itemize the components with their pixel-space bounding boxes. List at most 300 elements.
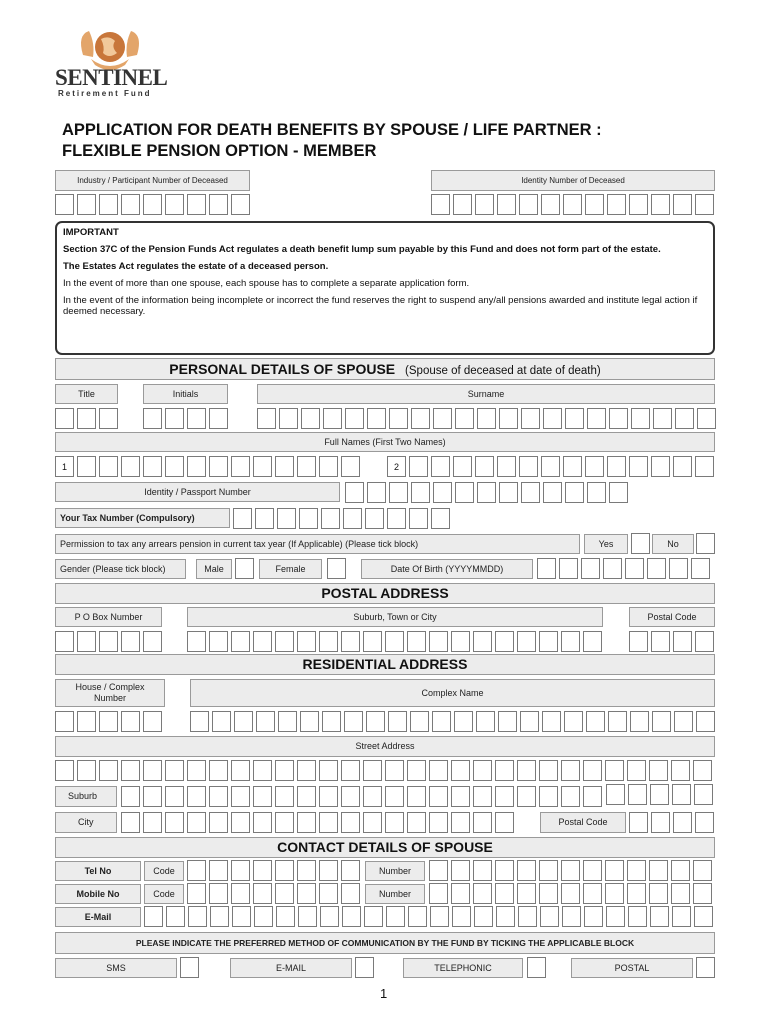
char-box[interactable] — [209, 456, 228, 477]
mobile-number-boxes[interactable] — [429, 883, 712, 904]
char-box[interactable] — [429, 631, 448, 652]
char-box[interactable] — [671, 760, 690, 781]
char-box[interactable] — [255, 508, 274, 529]
char-box[interactable] — [583, 760, 602, 781]
char-box[interactable] — [429, 812, 448, 833]
street-address-boxes[interactable] — [55, 760, 712, 781]
tel-code-boxes[interactable] — [187, 860, 360, 881]
char-box[interactable] — [559, 558, 578, 579]
char-box[interactable] — [275, 760, 294, 781]
char-box[interactable] — [543, 408, 562, 429]
char-box[interactable] — [143, 631, 162, 652]
char-box[interactable] — [473, 631, 492, 652]
suburb-boxes-extra[interactable] — [606, 784, 713, 805]
char-box[interactable] — [99, 631, 118, 652]
char-box[interactable] — [209, 812, 228, 833]
char-box[interactable] — [99, 456, 118, 477]
char-box[interactable] — [541, 194, 560, 215]
char-box[interactable] — [343, 508, 362, 529]
char-box[interactable] — [473, 786, 492, 807]
char-box[interactable] — [539, 631, 558, 652]
female-checkbox[interactable] — [327, 558, 346, 579]
char-box[interactable] — [299, 508, 318, 529]
char-box[interactable] — [651, 631, 670, 652]
char-box[interactable] — [517, 860, 536, 881]
char-box[interactable] — [693, 860, 712, 881]
char-box[interactable] — [672, 906, 691, 927]
char-box[interactable] — [276, 906, 295, 927]
char-box[interactable] — [495, 860, 514, 881]
char-box[interactable] — [209, 860, 228, 881]
char-box[interactable] — [275, 786, 294, 807]
char-box[interactable] — [521, 408, 540, 429]
char-box[interactable] — [587, 408, 606, 429]
char-box[interactable] — [431, 456, 450, 477]
email-checkbox[interactable] — [355, 957, 374, 978]
char-box[interactable] — [517, 883, 536, 904]
char-box[interactable] — [629, 631, 648, 652]
char-box[interactable] — [363, 812, 382, 833]
char-box[interactable] — [695, 631, 714, 652]
char-box[interactable] — [297, 786, 316, 807]
char-box[interactable] — [473, 883, 492, 904]
char-box[interactable] — [209, 760, 228, 781]
char-box[interactable] — [55, 408, 74, 429]
char-box[interactable] — [627, 883, 646, 904]
char-box[interactable] — [629, 456, 648, 477]
surname-boxes[interactable] — [257, 408, 716, 429]
char-box[interactable] — [561, 786, 580, 807]
char-box[interactable] — [691, 558, 710, 579]
char-box[interactable] — [649, 883, 668, 904]
char-box[interactable] — [433, 408, 452, 429]
char-box[interactable] — [564, 711, 583, 732]
char-box[interactable] — [275, 812, 294, 833]
char-box[interactable] — [55, 711, 74, 732]
char-box[interactable] — [451, 786, 470, 807]
char-box[interactable] — [275, 860, 294, 881]
yes-checkbox[interactable] — [631, 533, 650, 554]
char-box[interactable] — [431, 508, 450, 529]
sms-checkbox[interactable] — [180, 957, 199, 978]
char-box[interactable] — [497, 456, 516, 477]
char-box[interactable] — [561, 860, 580, 881]
char-box[interactable] — [55, 760, 74, 781]
char-box[interactable] — [587, 482, 606, 503]
char-box[interactable] — [609, 408, 628, 429]
char-box[interactable] — [99, 408, 118, 429]
char-box[interactable] — [517, 631, 536, 652]
char-box[interactable] — [209, 194, 228, 215]
char-box[interactable] — [231, 883, 250, 904]
char-box[interactable] — [143, 408, 162, 429]
char-box[interactable] — [649, 760, 668, 781]
char-box[interactable] — [231, 456, 250, 477]
char-box[interactable] — [586, 711, 605, 732]
char-box[interactable] — [629, 812, 648, 833]
suburb-boxes[interactable] — [121, 786, 602, 807]
char-box[interactable] — [539, 883, 558, 904]
char-box[interactable] — [300, 711, 319, 732]
char-box[interactable] — [429, 883, 448, 904]
char-box[interactable] — [187, 786, 206, 807]
char-box[interactable] — [673, 812, 692, 833]
char-box[interactable] — [673, 194, 692, 215]
char-box[interactable] — [653, 408, 672, 429]
char-box[interactable] — [253, 760, 272, 781]
char-box[interactable] — [253, 883, 272, 904]
char-box[interactable] — [231, 194, 250, 215]
char-box[interactable] — [323, 408, 342, 429]
char-box[interactable] — [231, 812, 250, 833]
char-box[interactable] — [388, 711, 407, 732]
char-box[interactable] — [187, 860, 206, 881]
char-box[interactable] — [497, 194, 516, 215]
char-box[interactable] — [319, 883, 338, 904]
char-box[interactable] — [455, 482, 474, 503]
char-box[interactable] — [297, 883, 316, 904]
char-box[interactable] — [275, 631, 294, 652]
char-box[interactable] — [495, 812, 514, 833]
char-box[interactable] — [606, 906, 625, 927]
char-box[interactable] — [627, 860, 646, 881]
char-box[interactable] — [366, 711, 385, 732]
char-box[interactable] — [585, 456, 604, 477]
char-box[interactable] — [583, 631, 602, 652]
char-box[interactable] — [165, 812, 184, 833]
char-box[interactable] — [585, 194, 604, 215]
char-box[interactable] — [187, 194, 206, 215]
char-box[interactable] — [278, 711, 297, 732]
char-box[interactable] — [605, 760, 624, 781]
char-box[interactable] — [121, 194, 140, 215]
char-box[interactable] — [630, 711, 649, 732]
char-box[interactable] — [410, 711, 429, 732]
char-box[interactable] — [231, 760, 250, 781]
char-box[interactable] — [165, 408, 184, 429]
char-box[interactable] — [231, 631, 250, 652]
char-box[interactable] — [451, 883, 470, 904]
char-box[interactable] — [694, 906, 713, 927]
char-box[interactable] — [188, 906, 207, 927]
char-box[interactable] — [650, 906, 669, 927]
char-box[interactable] — [319, 631, 338, 652]
char-box[interactable] — [342, 906, 361, 927]
char-box[interactable] — [542, 711, 561, 732]
char-box[interactable] — [495, 631, 514, 652]
char-box[interactable] — [256, 711, 275, 732]
char-box[interactable] — [520, 711, 539, 732]
char-box[interactable] — [77, 711, 96, 732]
char-box[interactable] — [561, 883, 580, 904]
char-box[interactable] — [231, 860, 250, 881]
char-box[interactable] — [234, 711, 253, 732]
char-box[interactable] — [651, 194, 670, 215]
char-box[interactable] — [537, 558, 556, 579]
city-boxes[interactable] — [121, 812, 514, 833]
char-box[interactable] — [475, 194, 494, 215]
char-box[interactable] — [345, 408, 364, 429]
char-box[interactable] — [581, 558, 600, 579]
char-box[interactable] — [407, 760, 426, 781]
male-checkbox[interactable] — [235, 558, 254, 579]
char-box[interactable] — [694, 784, 713, 805]
char-box[interactable] — [473, 760, 492, 781]
char-box[interactable] — [341, 860, 360, 881]
char-box[interactable] — [539, 760, 558, 781]
char-box[interactable] — [253, 860, 272, 881]
char-box[interactable] — [297, 456, 316, 477]
char-box[interactable] — [232, 906, 251, 927]
char-box[interactable] — [77, 194, 96, 215]
char-box[interactable] — [539, 786, 558, 807]
char-box[interactable] — [385, 812, 404, 833]
char-box[interactable] — [344, 711, 363, 732]
char-box[interactable] — [319, 860, 338, 881]
char-box[interactable] — [165, 786, 184, 807]
char-box[interactable] — [165, 456, 184, 477]
char-box[interactable] — [389, 482, 408, 503]
char-box[interactable] — [499, 482, 518, 503]
postal-code-boxes[interactable] — [629, 631, 714, 652]
char-box[interactable] — [121, 711, 140, 732]
char-box[interactable] — [233, 508, 252, 529]
char-box[interactable] — [121, 631, 140, 652]
char-box[interactable] — [671, 883, 690, 904]
char-box[interactable] — [187, 760, 206, 781]
char-box[interactable] — [583, 860, 602, 881]
char-box[interactable] — [121, 786, 140, 807]
char-box[interactable] — [540, 906, 559, 927]
char-box[interactable] — [321, 508, 340, 529]
char-box[interactable] — [367, 408, 386, 429]
char-box[interactable] — [341, 760, 360, 781]
deceased-id-boxes[interactable] — [431, 194, 714, 215]
char-box[interactable] — [628, 784, 647, 805]
char-box[interactable] — [77, 631, 96, 652]
char-box[interactable] — [429, 760, 448, 781]
char-box[interactable] — [605, 883, 624, 904]
char-box[interactable] — [143, 194, 162, 215]
char-box[interactable] — [297, 860, 316, 881]
telephonic-checkbox[interactable] — [527, 957, 546, 978]
char-box[interactable] — [319, 786, 338, 807]
char-box[interactable] — [165, 194, 184, 215]
char-box[interactable] — [341, 812, 360, 833]
char-box[interactable] — [319, 456, 338, 477]
char-box[interactable] — [365, 508, 384, 529]
char-box[interactable] — [301, 408, 320, 429]
char-box[interactable] — [671, 860, 690, 881]
char-box[interactable] — [209, 408, 228, 429]
char-box[interactable] — [495, 786, 514, 807]
char-box[interactable] — [143, 760, 162, 781]
no-checkbox[interactable] — [696, 533, 715, 554]
char-box[interactable] — [143, 711, 162, 732]
char-box[interactable] — [631, 408, 650, 429]
char-box[interactable] — [408, 906, 427, 927]
char-box[interactable] — [275, 883, 294, 904]
char-box[interactable] — [674, 711, 693, 732]
char-box[interactable] — [367, 482, 386, 503]
char-box[interactable] — [603, 558, 622, 579]
char-box[interactable] — [627, 760, 646, 781]
char-box[interactable] — [541, 456, 560, 477]
char-box[interactable] — [121, 812, 140, 833]
secondname-boxes[interactable] — [387, 456, 714, 477]
char-box[interactable] — [345, 482, 364, 503]
char-box[interactable] — [363, 760, 382, 781]
char-box[interactable] — [277, 508, 296, 529]
initials-boxes[interactable] — [143, 408, 228, 429]
char-box[interactable] — [672, 784, 691, 805]
char-box[interactable] — [275, 456, 294, 477]
char-box[interactable] — [99, 760, 118, 781]
char-box[interactable] — [407, 786, 426, 807]
char-box[interactable] — [231, 786, 250, 807]
char-box[interactable] — [583, 883, 602, 904]
char-box[interactable] — [165, 760, 184, 781]
char-box[interactable] — [209, 786, 228, 807]
char-box[interactable] — [297, 812, 316, 833]
char-box[interactable] — [254, 906, 273, 927]
char-box[interactable] — [364, 906, 383, 927]
char-box[interactable] — [121, 760, 140, 781]
char-box[interactable] — [297, 760, 316, 781]
char-box[interactable] — [363, 786, 382, 807]
char-box[interactable] — [650, 784, 669, 805]
char-box[interactable] — [697, 408, 716, 429]
char-box[interactable] — [693, 883, 712, 904]
pobox-boxes[interactable] — [55, 631, 162, 652]
char-box[interactable] — [187, 812, 206, 833]
char-box[interactable] — [432, 711, 451, 732]
char-box[interactable] — [609, 482, 628, 503]
char-box[interactable] — [411, 408, 430, 429]
char-box[interactable] — [430, 906, 449, 927]
char-box[interactable] — [561, 631, 580, 652]
char-box[interactable] — [320, 906, 339, 927]
char-box[interactable] — [607, 456, 626, 477]
char-box[interactable] — [144, 906, 163, 927]
char-box[interactable] — [605, 860, 624, 881]
deceased-member-boxes[interactable] — [55, 194, 250, 215]
char-box[interactable] — [606, 784, 625, 805]
char-box[interactable] — [143, 786, 162, 807]
char-box[interactable] — [363, 631, 382, 652]
complex-name-boxes[interactable] — [190, 711, 715, 732]
char-box[interactable] — [166, 906, 185, 927]
char-box[interactable] — [539, 860, 558, 881]
char-box[interactable] — [562, 906, 581, 927]
char-box[interactable] — [253, 812, 272, 833]
char-box[interactable] — [454, 711, 473, 732]
char-box[interactable] — [429, 860, 448, 881]
char-box[interactable] — [625, 558, 644, 579]
char-box[interactable] — [477, 408, 496, 429]
char-box[interactable] — [431, 194, 450, 215]
char-box[interactable] — [473, 860, 492, 881]
char-box[interactable] — [521, 482, 540, 503]
char-box[interactable] — [121, 456, 140, 477]
char-box[interactable] — [607, 194, 626, 215]
char-box[interactable] — [451, 631, 470, 652]
char-box[interactable] — [451, 760, 470, 781]
char-box[interactable] — [518, 906, 537, 927]
char-box[interactable] — [583, 786, 602, 807]
char-box[interactable] — [187, 408, 206, 429]
char-box[interactable] — [253, 456, 272, 477]
char-box[interactable] — [519, 456, 538, 477]
char-box[interactable] — [543, 482, 562, 503]
char-box[interactable] — [187, 456, 206, 477]
char-box[interactable] — [319, 812, 338, 833]
char-box[interactable] — [563, 456, 582, 477]
char-box[interactable] — [297, 631, 316, 652]
char-box[interactable] — [565, 408, 584, 429]
postal-checkbox[interactable] — [696, 957, 715, 978]
title-boxes[interactable] — [55, 408, 118, 429]
char-box[interactable] — [673, 631, 692, 652]
char-box[interactable] — [385, 760, 404, 781]
char-box[interactable] — [652, 711, 671, 732]
char-box[interactable] — [209, 883, 228, 904]
char-box[interactable] — [209, 631, 228, 652]
char-box[interactable] — [561, 760, 580, 781]
char-box[interactable] — [341, 883, 360, 904]
char-box[interactable] — [669, 558, 688, 579]
char-box[interactable] — [477, 482, 496, 503]
char-box[interactable] — [389, 408, 408, 429]
char-box[interactable] — [187, 631, 206, 652]
char-box[interactable] — [453, 194, 472, 215]
char-box[interactable] — [584, 906, 603, 927]
char-box[interactable] — [187, 883, 206, 904]
tel-number-boxes[interactable] — [429, 860, 712, 881]
char-box[interactable] — [453, 456, 472, 477]
house-number-boxes[interactable] — [55, 711, 162, 732]
char-box[interactable] — [451, 860, 470, 881]
char-box[interactable] — [143, 456, 162, 477]
char-box[interactable] — [409, 508, 428, 529]
char-box[interactable] — [675, 408, 694, 429]
char-box[interactable] — [629, 194, 648, 215]
char-box[interactable] — [695, 456, 714, 477]
char-box[interactable] — [212, 711, 231, 732]
tax-number-boxes[interactable] — [233, 508, 450, 529]
char-box[interactable] — [476, 711, 495, 732]
char-box[interactable] — [55, 631, 74, 652]
char-box[interactable] — [298, 906, 317, 927]
char-box[interactable] — [517, 760, 536, 781]
char-box[interactable] — [519, 194, 538, 215]
char-box[interactable] — [517, 786, 536, 807]
char-box[interactable] — [649, 860, 668, 881]
char-box[interactable] — [695, 812, 714, 833]
char-box[interactable] — [495, 883, 514, 904]
char-box[interactable] — [695, 194, 714, 215]
char-box[interactable] — [319, 760, 338, 781]
char-box[interactable] — [496, 906, 515, 927]
char-box[interactable] — [253, 786, 272, 807]
char-box[interactable] — [651, 812, 670, 833]
char-box[interactable] — [499, 408, 518, 429]
char-box[interactable] — [99, 194, 118, 215]
char-box[interactable] — [385, 631, 404, 652]
char-box[interactable] — [411, 482, 430, 503]
mobile-code-boxes[interactable] — [187, 883, 360, 904]
char-box[interactable] — [257, 408, 276, 429]
